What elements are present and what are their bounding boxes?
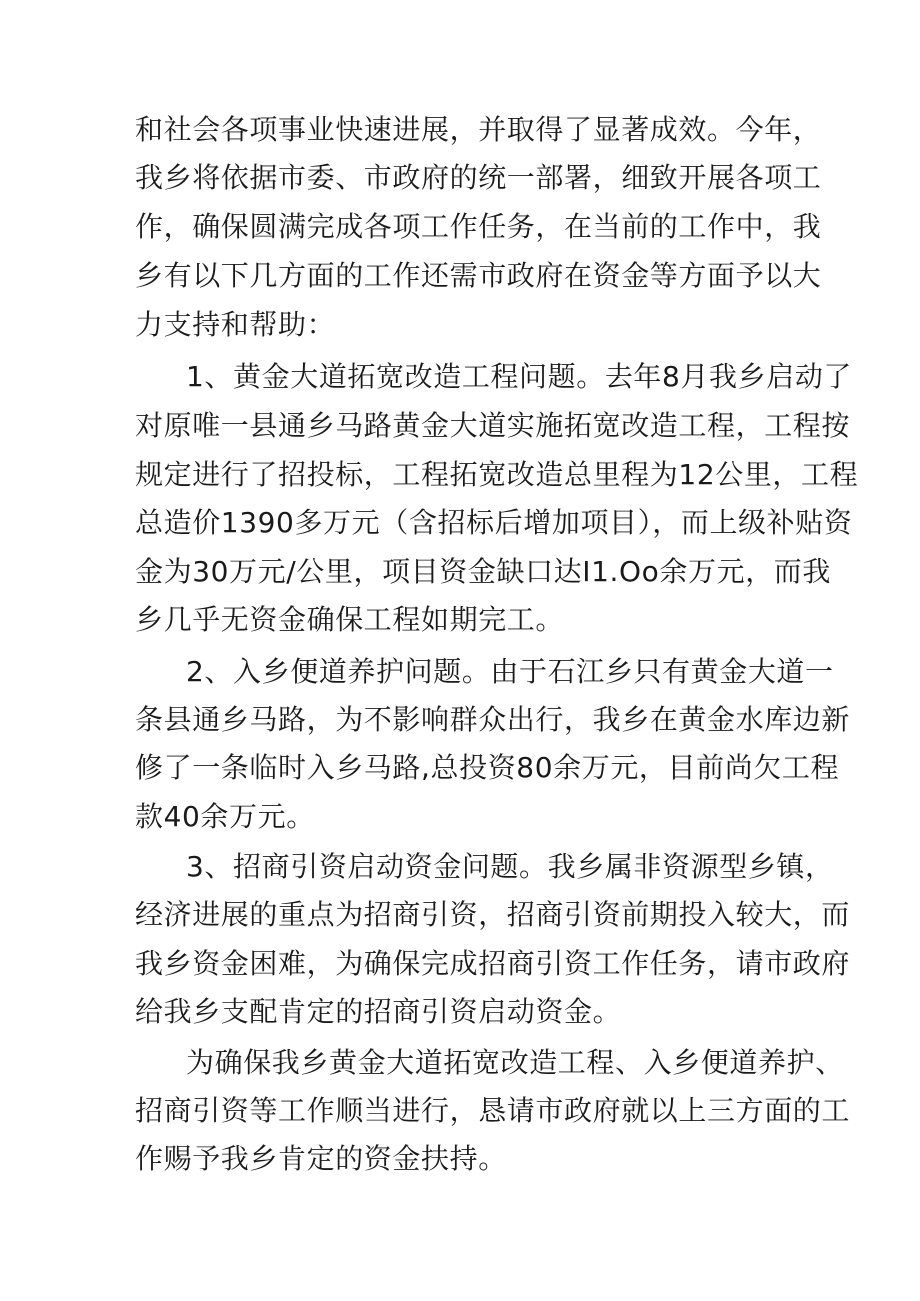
paragraph-line: 和社会各项事业快速进展，并取得了显著成效。今年， bbox=[135, 113, 822, 146]
paragraph-line: 为确保我乡黄金大道拓宽改造工程、入乡便道养护、 bbox=[186, 1046, 844, 1079]
paragraph-line: 我乡将依据市委、市政府的统一部署，细致开展各项工 bbox=[135, 161, 822, 194]
paragraph-line: 力支持和帮助： bbox=[135, 308, 336, 341]
paragraph-line: 款40余万元。 bbox=[135, 800, 315, 833]
paragraph-line: 给我乡支配肯定的招商引资启动资金。 bbox=[135, 995, 622, 1028]
paragraph-line: 招商引资等工作顺当进行，恳请市政府就以上三方面的工 bbox=[135, 1094, 851, 1127]
paragraph-line: 总造价1390多万元（含招标后增加项目），而上级补贴资 bbox=[135, 506, 853, 539]
paragraph-line: 3、招商引资启动资金问题。我乡属非资源型乡镇， bbox=[186, 850, 834, 883]
paragraph-line: 我乡资金困难，为确保完成招商引资工作任务，请市政府 bbox=[135, 947, 851, 980]
paragraph-line: 规定进行了招投标，工程拓宽改造总里程为12公里，工程 bbox=[135, 458, 859, 491]
paragraph-line: 经济进展的重点为招商引资，招商引资前期投入较大，而 bbox=[135, 898, 851, 931]
paragraph-line: 条县通乡马路，为不影响群众出行，我乡在黄金水库边新 bbox=[135, 703, 851, 736]
paragraph-line: 作赐予我乡肯定的资金扶持。 bbox=[135, 1142, 507, 1175]
paragraph-line: 修了一条临时入乡马路,总投资80余万元，目前尚欠工程 bbox=[135, 751, 840, 784]
paragraph-line: 1、黄金大道拓宽改造工程问题。去年8月我乡启动了 bbox=[186, 360, 853, 393]
paragraph-line: 2、入乡便道养护问题。由于石江乡只有黄金大道一 bbox=[186, 655, 834, 688]
paragraph-line: 乡有以下几方面的工作还需市政府在资金等方面予以大 bbox=[135, 259, 822, 292]
paragraph-line: 乡几乎无资金确保工程如期完工。 bbox=[135, 603, 565, 636]
paragraph-line: 对原唯一县通乡马路黄金大道实施拓宽改造工程，工程按 bbox=[135, 409, 851, 442]
paragraph-line: 作，确保圆满完成各项工作任务，在当前的工作中，我 bbox=[135, 210, 822, 243]
paragraph-line: 金为30万元/公里，项目资金缺口达I1.Oo余万元，而我 bbox=[135, 555, 832, 588]
